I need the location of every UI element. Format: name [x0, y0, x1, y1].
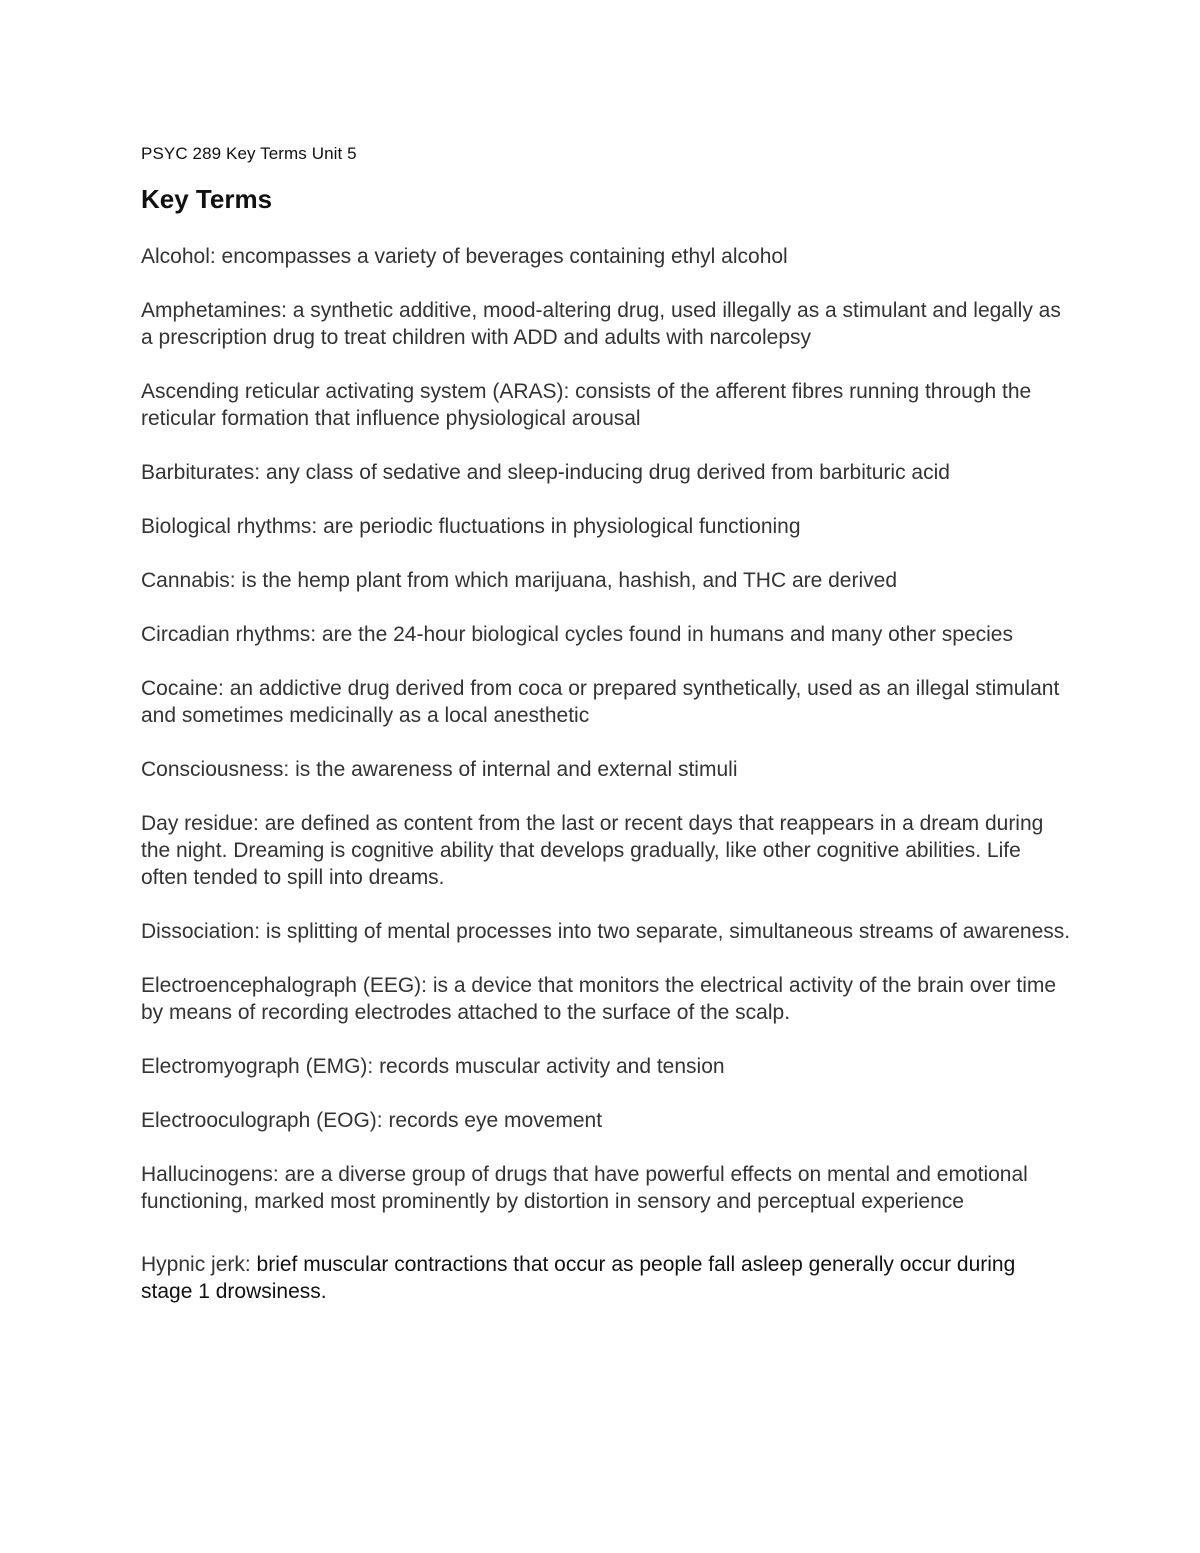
term-name: Amphetamines:	[141, 299, 287, 322]
term-definition: is a device that monitors the electrical activity of the brain over time by means of recording electrodes attached to the surface of the scalp.	[141, 974, 1057, 1024]
term-entry-barbiturates	[141, 459, 1071, 486]
term-entry-dissociation	[141, 918, 1071, 945]
term-name: Cannabis:	[141, 569, 236, 592]
term-entry-cocaine	[141, 675, 1071, 729]
term-name: Electrooculograph (EOG):	[141, 1109, 383, 1132]
term-name: Barbiturates:	[141, 461, 261, 484]
term-definition: a synthetic additive, mood-altering drug, used illegally as a stimulant and legally as a prescription drug to treat children with ADD and adults with narcolepsy	[141, 299, 1061, 349]
term-entry-hypnic-jerk	[141, 1251, 1071, 1305]
key-terms-list	[141, 243, 1071, 1332]
term-entry-biological-rhythms	[141, 513, 1071, 540]
term-definition: are the 24-hour biological cycles found in humans and many other species	[316, 623, 1013, 646]
term-entry-amphetamines	[141, 297, 1071, 351]
course-header: PSYC 289 Key Terms Unit 5	[141, 144, 357, 163]
term-name: Circadian rhythms:	[141, 623, 317, 646]
term-name: Consciousness:	[141, 758, 290, 781]
term-entry-day-residue	[141, 810, 1071, 891]
term-definition: records eye movement	[382, 1109, 603, 1132]
term-entry-eeg	[141, 972, 1071, 1026]
term-definition: an addictive drug derived from coca or prepared synthetically, used as an illegal stimulant and sometimes medicinally as a local anesthetic	[141, 677, 1060, 727]
term-name: Dissociation:	[141, 920, 261, 943]
term-name: Hallucinogens:	[141, 1163, 279, 1186]
term-definition: consists of the afferent fibres running through the reticular formation that influence physiological arousal	[141, 380, 1032, 430]
term-entry-cannabis	[141, 567, 1071, 594]
term-definition: is the awareness of internal and external stimuli	[289, 758, 738, 781]
term-name: Alcohol:	[141, 245, 216, 268]
term-definition: encompasses a variety of beverages containing ethyl alcohol	[215, 245, 788, 268]
term-definition: are a diverse group of drugs that have powerful effects on mental and emotional functioning, marked most prominently by distortion in sensory and perceptual experience	[141, 1163, 1028, 1213]
document-title: Key Terms	[141, 184, 273, 214]
term-name: Day residue:	[141, 812, 259, 835]
term-entry-consciousness	[141, 756, 1071, 783]
term-entry-emg	[141, 1053, 1071, 1080]
term-entry-circadian-rhythms	[141, 621, 1071, 648]
term-entry-aras	[141, 378, 1071, 432]
term-definition: records muscular activity and tension	[373, 1055, 725, 1078]
term-name: Biological rhythms:	[141, 515, 318, 538]
term-name: Hypnic jerk:	[141, 1253, 251, 1276]
term-name: Ascending reticular activating system (ARAS):	[141, 380, 570, 403]
term-definition: any class of sedative and sleep-inducing drug derived from barbituric acid	[260, 461, 950, 484]
term-definition: are defined as content from the last or recent days that reappears in a dream during the night. Dreaming is cognitive ability that develops gradually, like other cognitive abilities. Life often tended to spill into dreams.	[141, 812, 1044, 889]
term-name: Electromyograph (EMG):	[141, 1055, 374, 1078]
term-name: Cocaine:	[141, 677, 224, 700]
term-definition: are periodic fluctuations in physiological functioning	[317, 515, 801, 538]
term-definition: is the hemp plant from which marijuana, hashish, and THC are derived	[235, 569, 898, 592]
term-entry-hallucinogens	[141, 1161, 1071, 1215]
term-definition: brief muscular contractions that occur as people fall asleep generally occur during stage 1 drowsiness.	[141, 1253, 1016, 1303]
term-definition: is splitting of mental processes into two separate, simultaneous streams of awareness.	[260, 920, 1071, 943]
term-name: Electroencephalograph (EEG):	[141, 974, 427, 997]
term-entry-alcohol	[141, 243, 1071, 270]
term-entry-eog	[141, 1107, 1071, 1134]
